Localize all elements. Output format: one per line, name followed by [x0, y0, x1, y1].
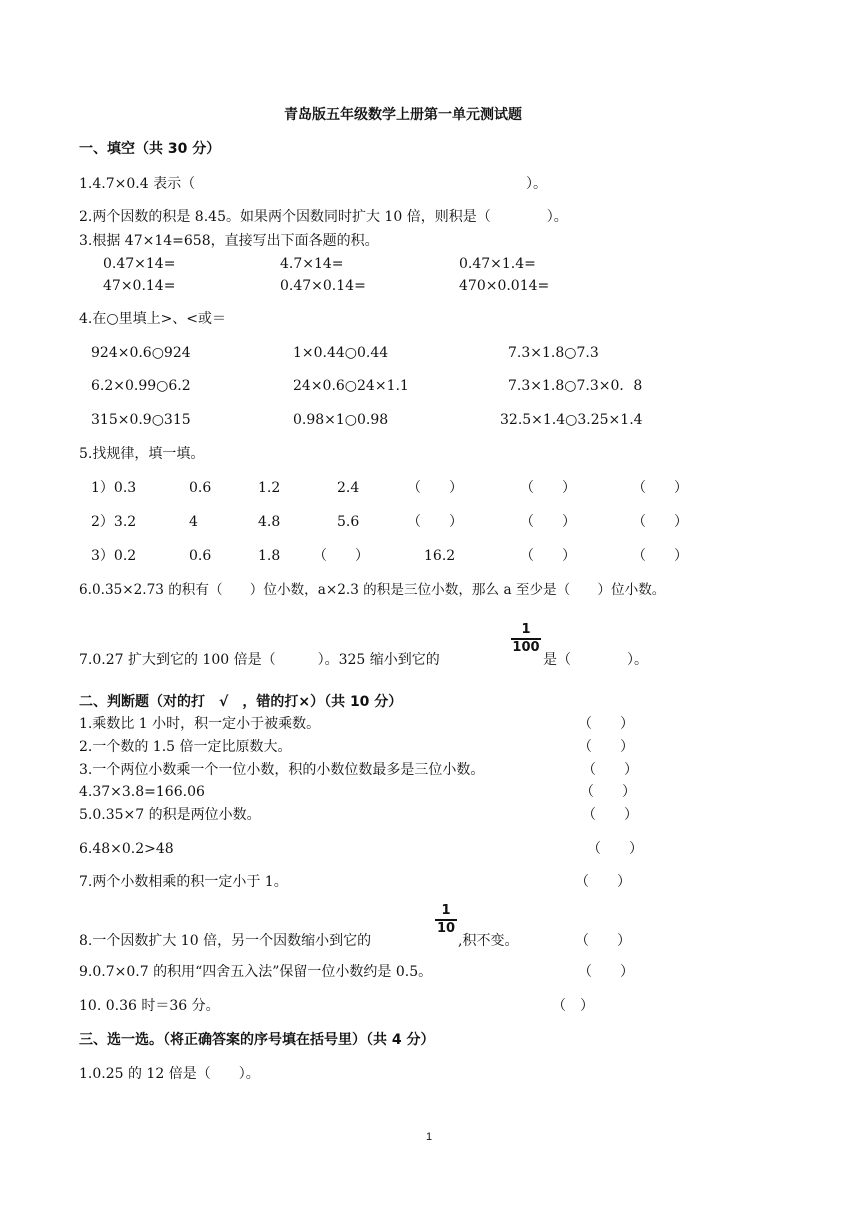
s2-item-8-paren: （ ）	[575, 933, 631, 949]
s2-item-8-fraction	[435, 904, 457, 936]
q5-r3-c4: （ ）	[313, 548, 369, 564]
s2-item-2-paren: （ ）	[578, 739, 634, 755]
s3-q1-text: 1.0.25 的 12 倍是（ ）。	[79, 1066, 260, 1082]
s2-item-10: 10. 0.36 时＝36 分。	[79, 998, 220, 1014]
section-2-heading: 二、判断题（对的打 √ ，错的打×）（共 10 分）	[79, 694, 403, 710]
q4-r3-c1: 315×0.9○315	[91, 412, 191, 428]
q4-r3-c3: 32.5×1.4○3.25×1.4	[500, 412, 643, 428]
q6-text: 6.0.35×2.73 的积有（ ）位小数，a×2.3 的积是三位小数，那么 a 至少是（ ）位小数。	[79, 582, 666, 598]
s2-item-6: 6.48×0.2>48	[79, 841, 174, 857]
q5-r2-c2: 4	[189, 514, 198, 530]
q4-r1-c2: 1×0.44○0.44	[293, 345, 389, 361]
q3-r2-c1: 47×0.14=	[103, 278, 176, 294]
q5-r2-c1: 2）3.2	[91, 514, 137, 530]
section-3-heading: 三、选一选。（将正确答案的序号填在括号里）（共 4 分）	[79, 1032, 435, 1048]
q7-tail: 是（ ）。	[543, 652, 648, 668]
s2-item-8-tail: ,积不变。	[458, 933, 519, 949]
q5-r2-c3: 4.8	[258, 514, 281, 530]
q5-r1-c2: 0.6	[189, 480, 212, 496]
q5-r2-c7: （ ）	[632, 514, 688, 530]
q3-r1-c3: 0.47×1.4=	[459, 256, 536, 272]
q1-close: ）。	[526, 176, 547, 192]
q3-text: 3.根据 47×14=658，直接写出下面各题的积。	[79, 233, 379, 249]
q5-r1-c3: 1.2	[258, 480, 281, 496]
section-1-heading: 一、填空（共 30 分）	[79, 141, 221, 157]
q5-r3-c7: （ ）	[632, 548, 688, 564]
s2-item-5: 5.0.35×7 的积是两位小数。	[79, 807, 261, 823]
q7-fraction-numerator: 1	[521, 622, 531, 637]
s2-item-9: 9.0.7×0.7 的积用“四舍五入法”保留一位小数约是 0.5。	[79, 964, 433, 980]
q5-r2-c4: 5.6	[337, 514, 360, 530]
q3-r2-c3: 470×0.014=	[459, 278, 550, 294]
s2-item-8-fraction-numerator: 1	[441, 903, 451, 918]
q4-text: 4.在○里填上>、<或＝	[79, 311, 227, 327]
q5-r3-c1: 3）0.2	[91, 548, 137, 564]
s2-item-7-paren: （ ）	[575, 874, 631, 890]
q4-r1-c3: 7.3×1.8○7.3	[508, 345, 599, 361]
q5-r1-c6: （ ）	[520, 480, 576, 496]
q7-fraction	[511, 623, 541, 655]
q3-r2-c2: 0.47×0.14=	[280, 278, 366, 294]
q5-r2-c6: （ ）	[520, 514, 576, 530]
q1-text: 1.4.7×0.4 表示（	[79, 176, 196, 192]
q4-r3-c2: 0.98×1○0.98	[293, 412, 389, 428]
q5-text: 5.找规律，填一填。	[79, 446, 205, 462]
q5-r3-c6: （ ）	[520, 548, 576, 564]
s2-item-1-paren: （ ）	[578, 716, 634, 732]
s2-item-4: 4.37×3.8=166.06	[79, 784, 205, 800]
page-number: 1	[426, 1131, 433, 1143]
s2-item-9-paren: （ ）	[578, 964, 634, 980]
s2-item-3-paren: （ ）	[582, 762, 638, 778]
q2-text: 2.两个因数的积是 8.45。如果两个因数同时扩大 10 倍，则积是（ ）。	[79, 209, 568, 225]
q5-r1-c4: 2.4	[337, 480, 360, 496]
s2-item-1: 1.乘数比 1 小时，积一定小于被乘数。	[79, 716, 321, 732]
q3-r1-c1: 0.47×14=	[103, 256, 176, 272]
s2-item-3: 3.一个两位小数乘一个一位小数，积的小数位数最多是三位小数。	[79, 762, 485, 778]
q5-r1-c7: （ ）	[632, 480, 688, 496]
q4-r2-c3: 7.3×1.8○7.3×0．8	[508, 378, 643, 394]
q3-r1-c2: 4.7×14=	[280, 256, 344, 272]
s2-item-6-paren: （ ）	[587, 841, 643, 857]
q5-r3-c2: 0.6	[189, 548, 212, 564]
s2-item-8-fraction-denominator: 10	[436, 921, 456, 936]
s2-item-10-paren: （ ）	[552, 998, 594, 1014]
q4-r2-c1: 6.2×0.99○6.2	[91, 378, 191, 394]
q5-r3-c5: 16.2	[424, 548, 456, 564]
q5-r1-c1: 1）0.3	[91, 480, 137, 496]
q5-r1-c5: （ ）	[407, 480, 463, 496]
q7-text: 7.0.27 扩大到它的 100 倍是（ ）。325 缩小到它的	[79, 652, 440, 668]
q4-r1-c1: 924×0.6○924	[91, 345, 191, 361]
q5-r2-c5: （ ）	[407, 514, 463, 530]
s2-item-4-paren: （ ）	[580, 784, 636, 800]
s2-item-8: 8.一个因数扩大 10 倍，另一个因数缩小到它的	[79, 933, 372, 949]
s2-item-5-paren: （ ）	[582, 807, 638, 823]
s2-item-2: 2.一个数的 1.5 倍一定比原数大。	[79, 739, 292, 755]
q5-r3-c3: 1.8	[258, 548, 281, 564]
s2-item-7: 7.两个小数相乘的积一定小于 1。	[79, 874, 288, 890]
page-title: 青岛版五年级数学上册第一单元测试题	[284, 107, 522, 123]
q4-r2-c2: 24×0.6○24×1.1	[293, 378, 409, 394]
q7-fraction-denominator: 100	[512, 640, 540, 655]
